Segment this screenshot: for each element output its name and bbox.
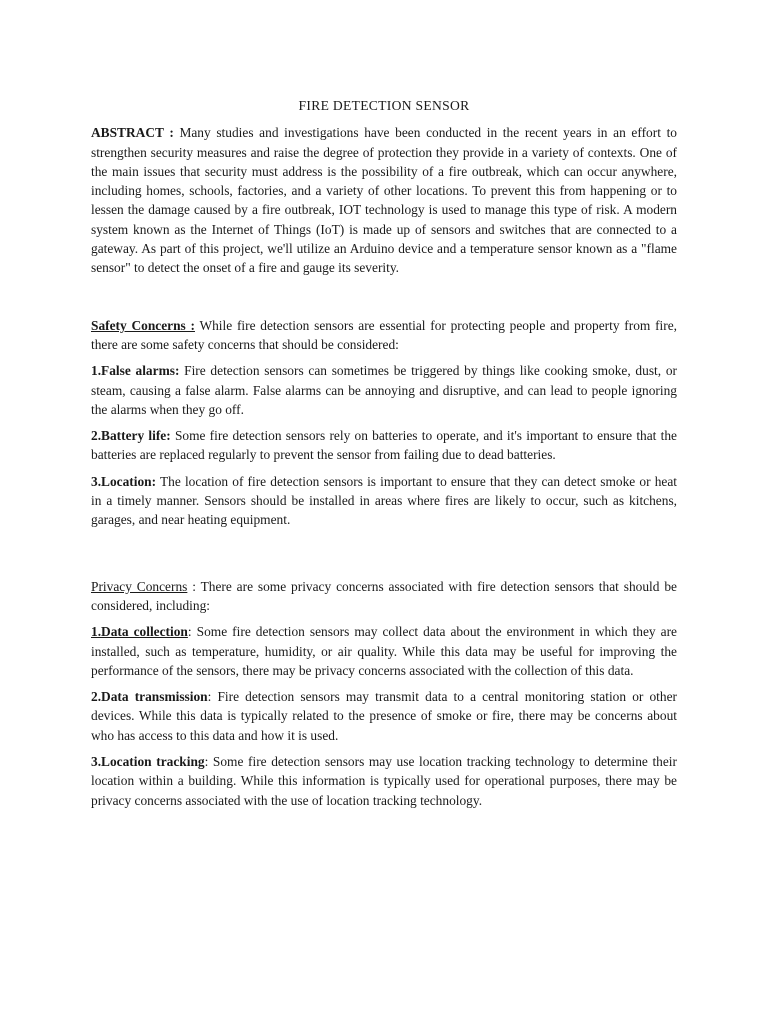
privacy-item-location-tracking (91, 752, 677, 810)
safety-item-text: Some fire detection sensors rely on batteries to operate, and it's important to ensure that the batteries are replaced regularly to prevent the sensor from failing due to dead batteries. (91, 428, 677, 463)
safety-item-label: 3.Location: (91, 473, 157, 489)
safety-item-text: Fire detection sensors can sometimes be triggered by things like cooking smoke, dust, or steam, causing a false alarm. False alarms can be annoying and disruptive, and can lead to people ignoring the alarms when they go off. (91, 363, 677, 417)
privacy-item-data-transmission (91, 687, 677, 745)
privacy-item-label: 1.Data collection (91, 624, 188, 640)
privacy-heading: Privacy Concerns (91, 578, 188, 594)
abstract-label: ABSTRACT : (91, 125, 174, 141)
privacy-item-text: : Fire detection sensors may transmit data to a central monitoring station or other devices. While this data is typically related to the presence of smoke or fire, there may be concerns about who has access to this data and how it is used. (91, 689, 677, 743)
safety-intro-text: While fire detection sensors are essential for protecting people and property from fire, there are some safety concerns that should be considered: (91, 317, 677, 352)
privacy-item-text: : Some fire detection sensors may collect data about the environment in which they are installed, such as temperature, humidity, or air quality. While this data may be useful for improving the performance of the sensors, there may be privacy concerns associated with the collection of this data. (91, 624, 678, 678)
abstract-text: Many studies and investigations have been conducted in the recent years in an effort to strengthen security measures and raise the degree of protection they provide in a variety of contexts. One of the main issues that security must address is the possibility of a fire outbreak, which can occur anywhere, including homes, schools, factories, and a variety of other locations. To prevent this from happening or to lessen the damage caused by a fire outbreak, IOT technology is used to manage this type of risk. A modern system known as the Internet of Things (IoT) is made up of sensors and switches that are connected to a gateway. As part of this project, we'll utilize an Arduino device and a temperature sensor known as a "flame sensor" to detect the onset of a fire and gauge its severity. (91, 125, 677, 276)
privacy-item-label: 3.Location tracking (91, 754, 205, 770)
safety-item-battery-life (91, 426, 677, 465)
safety-item-label: 2.Battery life: (91, 428, 171, 444)
safety-heading: Safety Concerns : (91, 317, 195, 333)
section-spacer (91, 278, 677, 316)
privacy-item-data-collection (91, 622, 677, 680)
document-title: FIRE DETECTION SENSOR (298, 98, 470, 113)
privacy-intro-paragraph (91, 577, 677, 616)
safety-item-false-alarms (91, 361, 677, 419)
document-page (91, 96, 677, 817)
privacy-item-label: 2.Data transmission (91, 689, 208, 705)
privacy-item-text: : Some fire detection sensors may use location tracking technology to determine their location within a building. While this information is typically used for operational purposes, there may be privacy concerns associated with the use of location tracking technology. (91, 754, 677, 808)
safety-item-location (91, 472, 677, 530)
section-spacer (91, 537, 677, 577)
privacy-intro-text: : There are some privacy concerns associated with fire detection sensors that should be considered, including: (91, 578, 677, 613)
safety-intro-paragraph (91, 316, 677, 355)
safety-item-text: The location of fire detection sensors is important to ensure that they can detect smoke or heat in a timely manner. Sensors should be installed in areas where fires are likely to occur, such as kitchens, garages, and near heating equipment. (91, 473, 677, 528)
abstract-paragraph (91, 123, 677, 277)
safety-item-label: 1.False alarms: (91, 363, 180, 379)
